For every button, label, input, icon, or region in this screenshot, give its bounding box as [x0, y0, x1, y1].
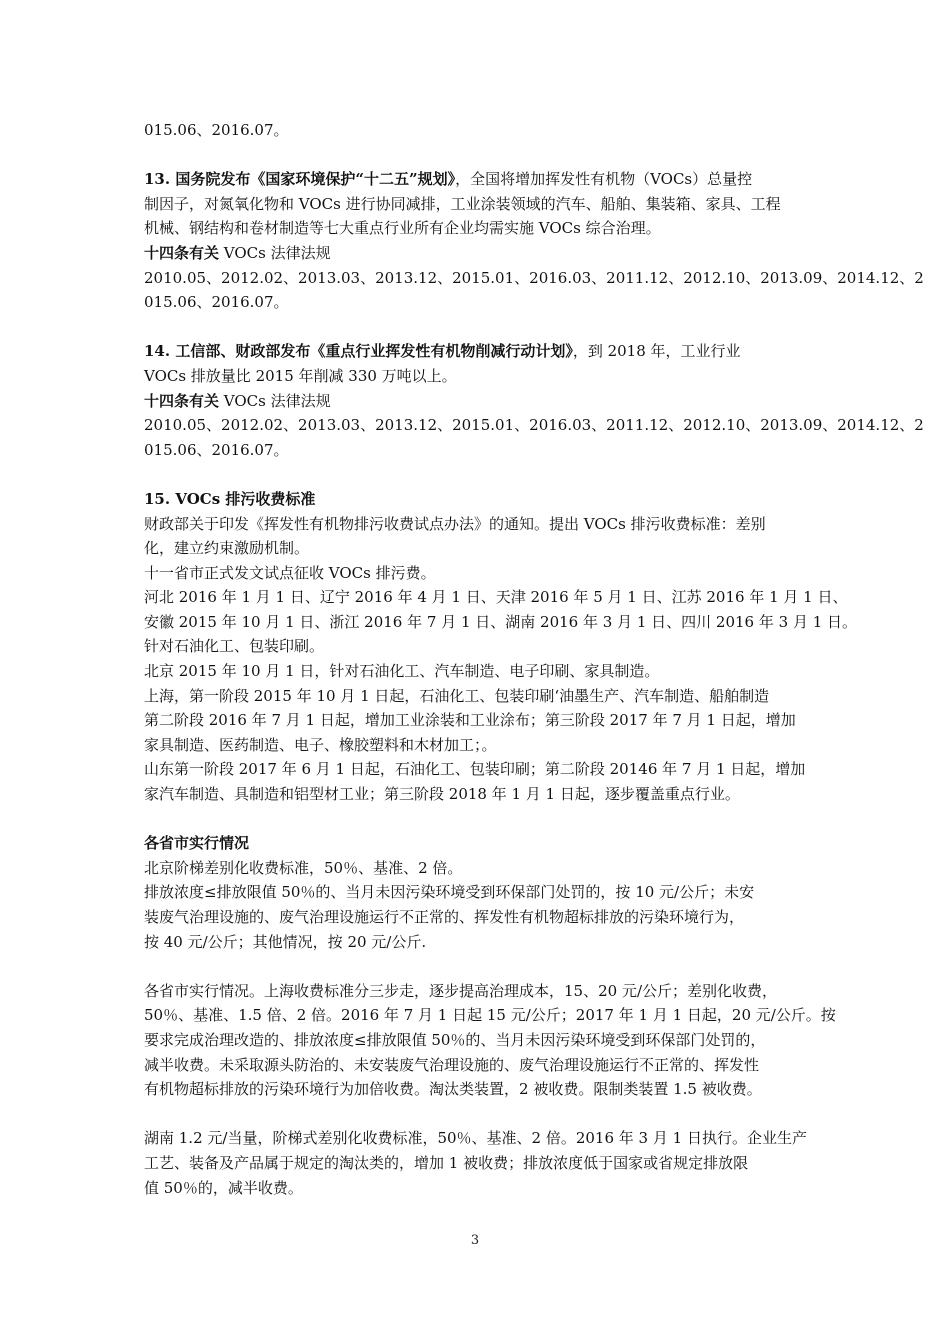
text-line: 有机物超标排放的污染环境行为加倍收费。淘汰类装置，2 被收费。限制类装置 1.5 被收费。 [144, 1080, 762, 1099]
paragraph-gap [144, 807, 814, 832]
text-line: 河北 2016 年 1 月 1 日、辽宁 2016 年 4 月 1 日、天津 2016 年 5 月 1 日、江苏 2016 年 1 月 1 日、 [144, 588, 848, 607]
text-line: 第二阶段 2016 年 7 月 1 日起，增加工业涂装和工业涂布；第三阶段 2017 年 7 月 1 日起，增加 [144, 711, 796, 730]
text-line: 015.06、2016.07。 [144, 440, 289, 459]
paragraph-gap [144, 954, 814, 979]
page-number: 3 [470, 1233, 480, 1248]
text-line: 家汽车制造、具制造和铝型材工业；第三阶段 2018 年 1 月 1 日起，逐步覆盖重点行业。 [144, 785, 740, 804]
paragraph-gap [144, 462, 814, 487]
bold-text: 15. VOCs 排污收费标准 [144, 489, 316, 508]
text-line: 工艺、装备及产品属于规定的淘汰类的，增加 1 被收费；排放浓度低于国家或省规定排放限 [144, 1153, 749, 1172]
bold-text: 十四条有关 [144, 243, 220, 262]
text-line: 各省市实行情况。上海收费标准分三步走，逐步提高治理成本，15、20 元/公斤；差别化收费， [144, 981, 777, 1000]
text-line: 50％、基准、1.5 倍、2 倍。2016 年 7 月 1 日起 15 元/公斤；2017 年 1 月 1 日起，20 元/公斤。按 [144, 1006, 836, 1025]
text-line: 安徽 2015 年 10 月 1 日、浙江 2016 年 7 月 1 日、湖南 2016 年 3 月 1 日、四川 2016 年 3 月 1 日。 [144, 612, 858, 631]
text-line: 2010.05、2012.02、2013.03、2013.12、2015.01、2016.03、2011.12、2012.10、2013.09、2014.12、2 [144, 416, 924, 435]
text-line [144, 167, 814, 192]
text-line: 015.06、2016.07。 [144, 293, 289, 312]
text-run: ，到 2018 年，工业行业 [572, 342, 741, 361]
bold-text: 14. 工信部、财政部发布《重点行业挥发性有机物削减行动计划》 [144, 342, 573, 361]
text-run: ，全国将增加挥发性有机物（VOCs）总量控 [455, 170, 753, 189]
text-line: 山东第一阶段 2017 年 6 月 1 日起，石油化工、包装印刷；第二阶段 20146 年 7 月 1 日起，增加 [144, 760, 806, 779]
text-line: 湖南 1.2 元/当量，阶梯式差别化收费标准，50％、基准、2 倍。2016 年 3 月 1 日执行。企业生产 [144, 1129, 807, 1148]
text-line: 2010.05、2012.02、2013.03、2013.12、2015.01、2016.03、2011.12、2012.10、2013.09、2014.12、2 [144, 268, 924, 287]
text-line: 要求完成治理改造的、排放浓度≤排放限值 50％的、当月未因污染环境受到环保部门处罚的， [144, 1030, 766, 1049]
text-line: 装废气治理设施的、废气治理设施运行不正常的、挥发性有机物超标排放的污染环境行为， [144, 908, 745, 926]
text-line: 家具制造、医药制造、电子、橡胶塑料和木材加工；。 [144, 735, 497, 754]
text-line: VOCs 排放量比 2015 年削减 330 万吨以上。 [144, 366, 457, 385]
bold-text: 十四条有关 [144, 391, 220, 410]
text-line: 减半收费。未采取源头防治的、未安装废气治理设施的、废气治理设施运行不正常的、挥发性 [144, 1055, 760, 1074]
text-line [144, 487, 814, 512]
text-line [144, 241, 814, 266]
text-line: 制因子，对氮氧化物和 VOCs 进行协同减排，工业涂装领域的汽车、船舶、集装箱、家具、工程 [144, 194, 781, 213]
text-line: 机械、钢结构和卷材制造等七大重点行业所有企业均需实施 VOCs 综合治理。 [144, 219, 661, 238]
text-line [144, 389, 814, 414]
text-line: 值 50％的，减半收费。 [144, 1178, 303, 1197]
paragraph-gap [144, 315, 814, 340]
text-line [144, 339, 814, 364]
document-body [144, 118, 924, 1200]
text-run: VOCs 法律法规 [219, 391, 331, 410]
text-line: 化，建立约束激励机制。 [144, 539, 310, 558]
paragraph-gap [144, 143, 814, 168]
text-run: VOCs 法律法规 [219, 243, 331, 262]
text-line: 按 40 元/公斤；其他情况，按 20 元/公斤. [144, 932, 427, 951]
text-line: 针对石油化工、包装印刷。 [144, 637, 325, 656]
text-line: 排放浓度≤排放限值 50％的、当月未因污染环境受到环保部门处罚的，按 10 元/公斤；未安 [144, 883, 755, 902]
text-line: 015.06、2016.07。 [144, 121, 289, 139]
paragraph-gap [144, 1102, 814, 1127]
text-line: 北京 2015 年 10 月 1 日，针对石油化工、汽车制造、电子印刷、家具制造。 [144, 662, 660, 681]
text-line: 上海，第一阶段 2015 年 10 月 1 日起，石油化工、包装印刷‘油墨生产、汽车制造、船舶制造 [144, 686, 770, 705]
text-line [144, 831, 814, 856]
text-line: 财政部关于印发《挥发性有机物排污收费试点办法》的通知。提出 VOCs 排污收费标准：差别 [144, 514, 766, 533]
text-line: 十一省市正式发文试点征收 VOCs 排污费。 [144, 563, 436, 582]
bold-text: 13. 国务院发布《国家环境保护“十二五”规划》 [144, 170, 456, 189]
text-line: 北京阶梯差别化收费标准，50％、基准、2 倍。 [144, 858, 463, 877]
bold-text: 各省市实行情况 [144, 834, 250, 853]
